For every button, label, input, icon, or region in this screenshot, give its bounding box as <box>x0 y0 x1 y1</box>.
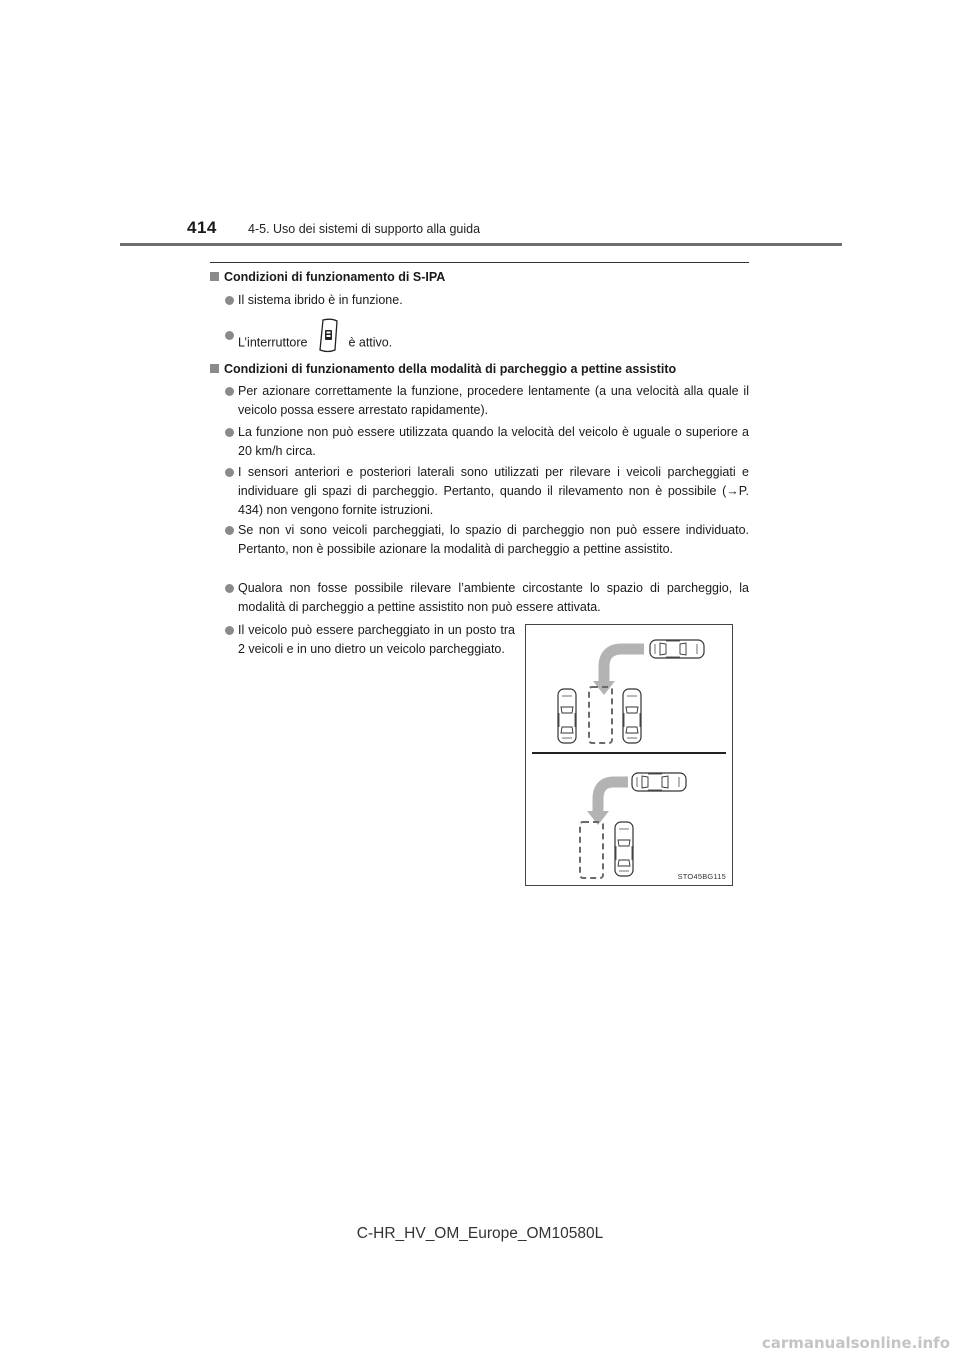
figure-code: STO45BG115 <box>677 872 726 881</box>
heading-s-ipa-conditions: Condizioni di funzionamento di S-IPA <box>210 269 445 285</box>
square-bullet-icon <box>210 272 219 281</box>
round-bullet-icon <box>225 626 234 635</box>
round-bullet-icon <box>225 387 234 396</box>
round-bullet-icon <box>225 584 234 593</box>
header-rule <box>120 243 842 246</box>
moving-car-icon <box>632 773 686 791</box>
bullet-environment-detection: Qualora non fosse possibile rilevare l’ambiente circostante lo spazio di parcheggio, la modalità di parcheggio a pettine assistito non può essere attivata. <box>225 579 749 617</box>
bullet-proceed-slowly: Per azionare correttamente la funzione, procedere lentamente (a una velocità alla quale il veicolo possa essere arrestato rapidamente). <box>225 382 749 420</box>
section-title: 4-5. Uso dei sistemi di supporto alla guida <box>248 222 481 236</box>
bullet-hybrid-system: Il sistema ibrido è in funzione. <box>225 291 749 310</box>
moving-car-icon <box>650 640 704 658</box>
bullet-no-parked-vehicles: Se non vi sono veicoli parcheggiati, lo spazio di parcheggio non può essere individuato. Pertanto, non è possibile azionare la modalità di parcheggio a pettine assistito. <box>225 521 749 559</box>
content-top-rule <box>210 262 749 263</box>
round-bullet-icon <box>225 428 234 437</box>
page-number: 414 <box>187 218 217 237</box>
parked-car-icon <box>623 689 641 743</box>
round-bullet-icon <box>225 468 234 477</box>
heading-perpendicular-parking-conditions: Condizioni di funzionamento della modalità di parcheggio a pettine assistito <box>210 361 676 377</box>
target-space-outline <box>589 687 612 743</box>
parking-illustration <box>525 624 733 886</box>
s-ipa-switch-icon <box>317 316 339 360</box>
bullet-parking-positions: Il veicolo può essere parcheggiato in un posto tra 2 veicoli e in uno dietro un veicolo parcheggiato. <box>225 621 515 659</box>
bottom-scene <box>580 773 686 878</box>
top-scene <box>558 640 704 743</box>
square-bullet-icon <box>210 364 219 373</box>
round-bullet-icon <box>225 296 234 305</box>
bullet-speed-limit: La funzione non può essere utilizzata quando la velocità del veicolo è uguale o superiore a 20 km/h circa. <box>225 423 749 461</box>
bullet-switch-active: L’interruttore è attivo. <box>225 326 749 360</box>
parked-car-icon <box>558 689 576 743</box>
watermark: carmanualsonline.info <box>761 1334 950 1352</box>
round-bullet-icon <box>225 526 234 535</box>
document-id: C-HR_HV_OM_Europe_OM10580L <box>356 1225 604 1242</box>
bullet-sensors: I sensori anteriori e posteriori laterali sono utilizzati per rilevare i veicoli parcheggiati e individuare gli spazi di parcheggio. Pertanto, quando il rilevamento non è possibile (→P. 434) non vengono fornite istruzioni. <box>225 463 749 520</box>
target-space-outline <box>580 822 603 878</box>
parked-car-icon <box>615 822 633 876</box>
round-bullet-icon <box>225 331 234 340</box>
